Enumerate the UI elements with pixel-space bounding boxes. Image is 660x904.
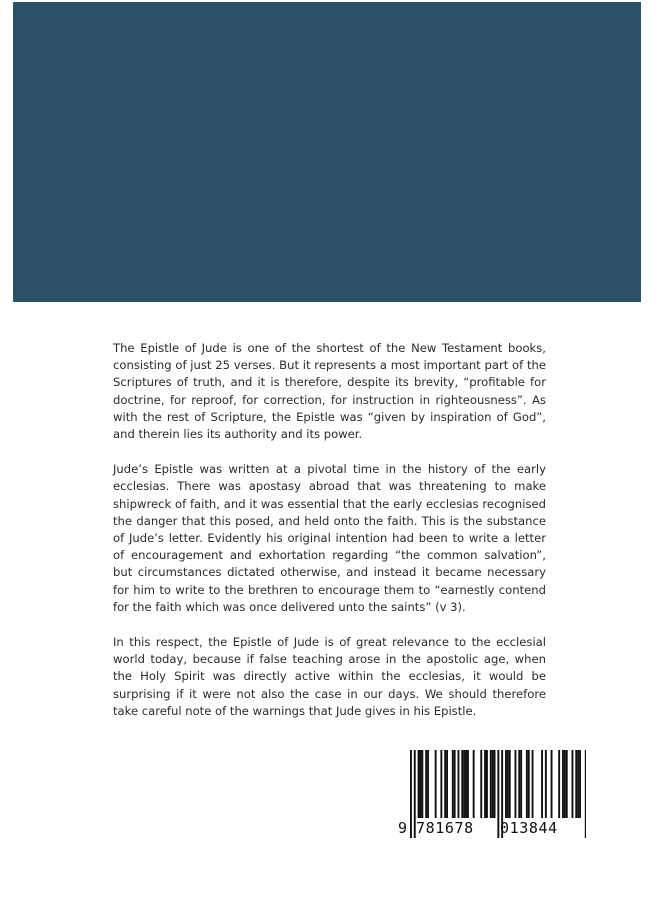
barcode-bar — [427, 750, 429, 818]
blurb-paragraph-2: Jude’s Epistle was written at a pivotal time in the history of the early ecclesias. There was apostasy abroad that was threatening to make shipwreck of faith, and it was essential that the early ecclesias recognised the danger that this posed, and held onto the faith. This is the substance of Jude’s letter. Evidently his original intention had been to write a letter of encouragement and exhortation regarding “the common salvation”, but circumstances dictated otherwise, and instead it became necessary for him to write to the brethren to encourage them to “earnestly contend for the faith which was once delivered unto the saints” (v 3). — [113, 462, 546, 614]
barcode-bar — [509, 750, 511, 818]
barcode-bar — [444, 750, 446, 818]
barcode-bar — [532, 750, 534, 818]
barcode-bar — [461, 750, 463, 818]
barcode-bar — [558, 750, 560, 818]
barcode-bar — [518, 750, 520, 818]
barcode-bar — [418, 750, 420, 818]
barcode-bar — [551, 750, 553, 818]
barcode-bar — [435, 750, 437, 818]
barcode-bar — [566, 750, 568, 818]
barcode-guard-bar — [497, 750, 499, 838]
barcode-bar — [425, 750, 427, 818]
barcode-bar — [492, 750, 494, 818]
barcode-bar — [490, 750, 492, 818]
barcode-bar — [452, 750, 454, 818]
barcode-bar — [579, 750, 581, 818]
barcode-bar — [577, 750, 579, 818]
barcode-guard-bar — [585, 750, 586, 838]
barcode-guard-bar — [410, 750, 412, 838]
barcode-right-group: 013844 — [500, 819, 558, 837]
barcode-bar — [458, 750, 460, 818]
barcode-bar — [562, 750, 564, 818]
back-cover-blurb — [113, 340, 546, 738]
barcode-bar — [446, 750, 448, 818]
barcode-bar — [526, 750, 528, 818]
barcode-bar — [564, 750, 566, 818]
barcode-left-group: 781678 — [416, 819, 474, 837]
barcode-bar — [528, 750, 530, 818]
barcode-bar — [575, 750, 577, 818]
barcode-bar — [507, 750, 509, 818]
barcode-lead-digit: 9 — [398, 819, 408, 837]
barcode-bar — [545, 750, 547, 818]
barcode-bar — [494, 750, 496, 818]
barcode-bar — [454, 750, 456, 818]
barcode-bar — [484, 750, 486, 818]
barcode-bar — [421, 750, 423, 818]
barcode-bar — [465, 750, 467, 818]
barcode-bar — [515, 750, 517, 818]
barcode-bar — [520, 750, 522, 818]
barcode-bar — [467, 750, 469, 818]
isbn-barcode — [396, 746, 586, 846]
cover-color-band — [13, 2, 641, 302]
barcode-bar — [572, 750, 574, 818]
barcode-bar — [440, 750, 442, 818]
barcode-bar — [541, 750, 543, 818]
blurb-paragraph-3: In this respect, the Epistle of Jude is of great relevance to the ecclesial world today, because if false teaching arose in the apostolic age, when the Holy Spirit was directly active within the ecclesias, it would be surprising if it were not also the case in our days. We should therefore take careful note of the warnings that Jude gives in his Epistle. — [113, 635, 546, 718]
barcode-bar — [463, 750, 465, 818]
barcode-bar — [420, 750, 422, 818]
barcode-bar — [505, 750, 507, 818]
barcode-bar — [473, 750, 475, 818]
blurb-paragraph-1: The Epistle of Jude is one of the shortest of the New Testament books, consisting of just 25 verses. But it represents a most important part of the Scriptures of truth, and it is therefore, despite its brevity, “profitable for doctrine, for reproof, for correction, for instruction in righteousness”. As with the rest of Scripture, the Epistle was “given by inspiration of God”, and therein lies its authority and its power. — [113, 341, 546, 442]
barcode-bar — [486, 750, 488, 818]
barcode-bar — [480, 750, 482, 818]
